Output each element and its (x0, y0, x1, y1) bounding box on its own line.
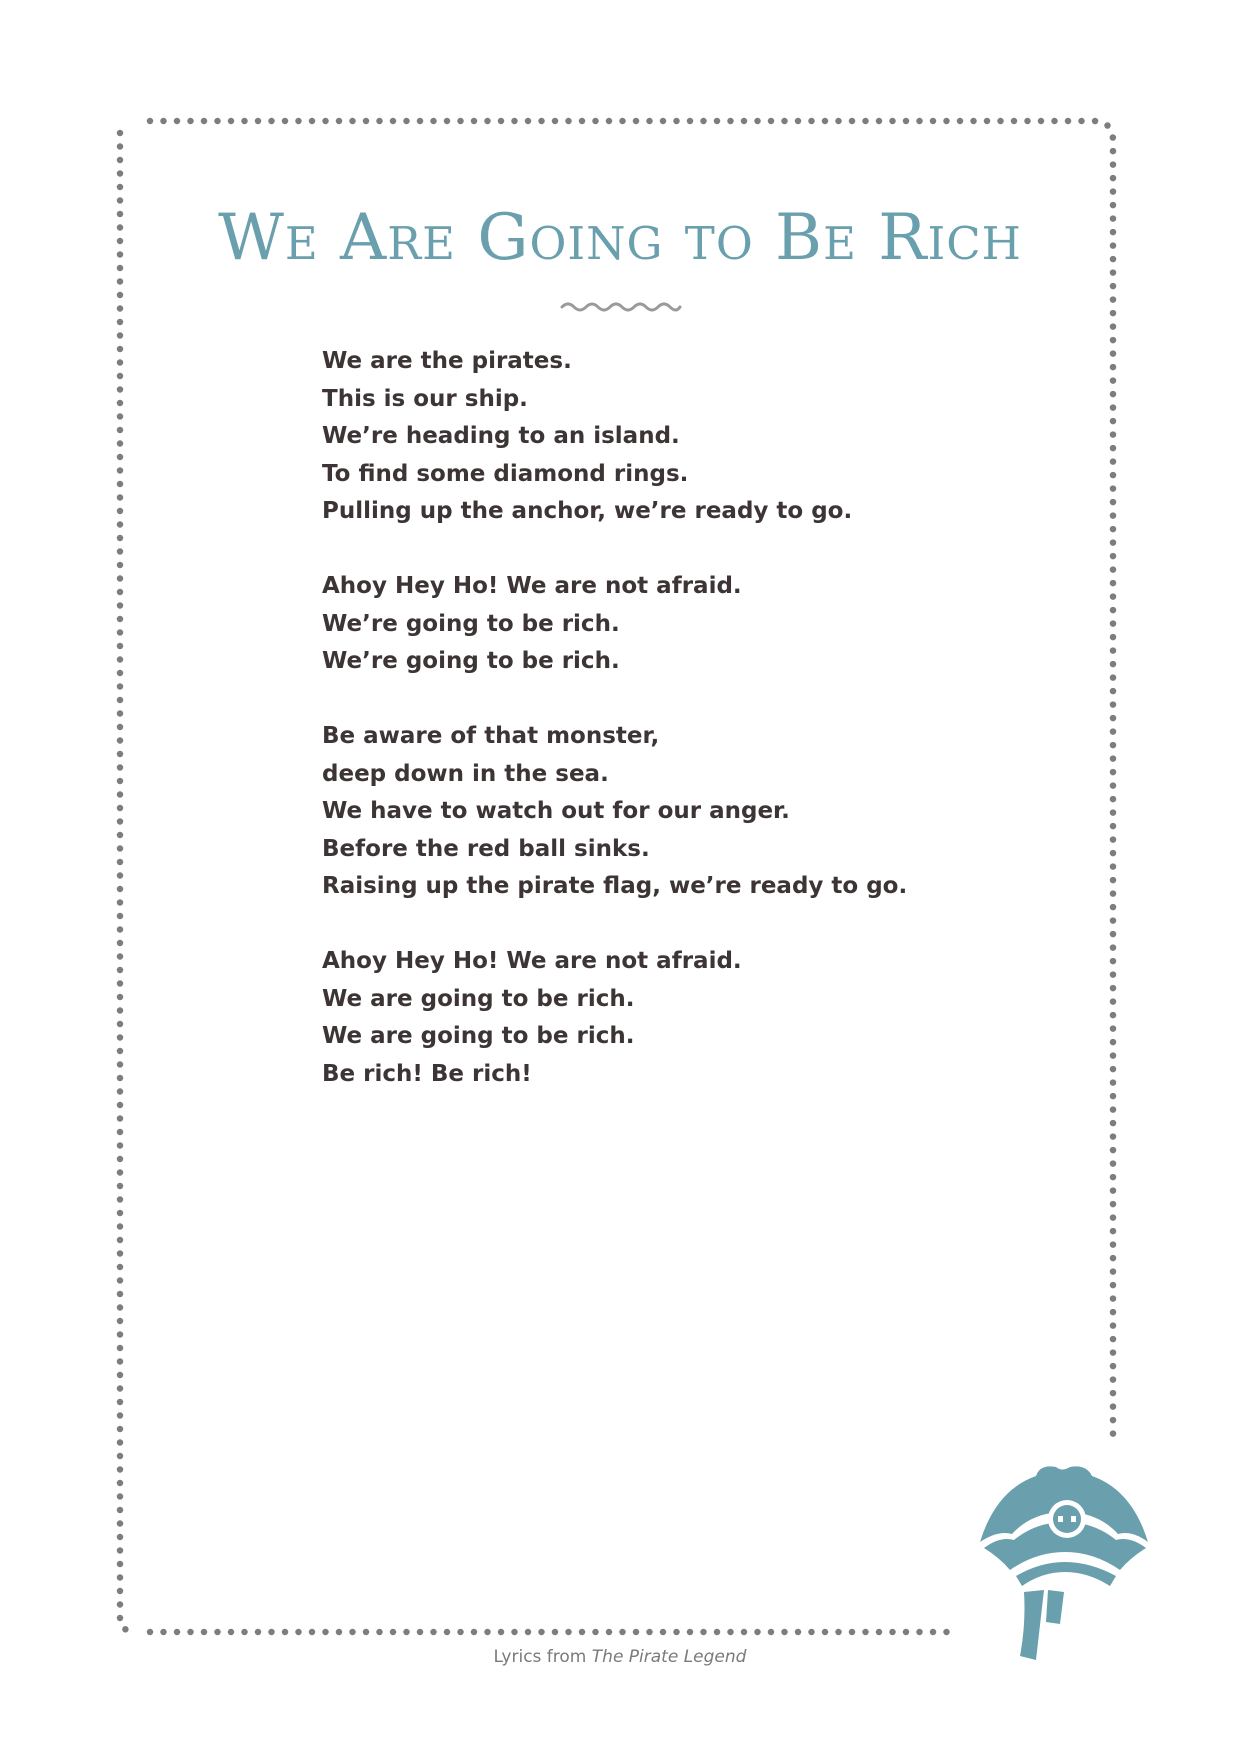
stanza (322, 568, 1022, 681)
lyric-line: We’re going to be rich. (322, 610, 620, 637)
lyric-line: We’re heading to an island. (322, 423, 680, 449)
lyrics (322, 343, 1022, 1131)
wave-divider-icon (560, 300, 682, 316)
lyric-line: We are going to be rich. (322, 985, 635, 1012)
lyric-line: We have to watch out for our anger. (322, 798, 790, 824)
lyric-line: We are going to be rich. (322, 1023, 635, 1049)
lyric-line: This is our ship. (322, 385, 528, 412)
lyric-line: To find some diamond rings. (322, 460, 689, 487)
footer-prefix: Lyrics from (493, 1647, 592, 1667)
lyric-line: Be rich! Be rich! (322, 1060, 532, 1087)
stanza (322, 943, 1022, 1093)
footer-credit (420, 1647, 820, 1667)
lyric-line: Before the red ball sinks. (322, 835, 650, 862)
lyric-line: Pulling up the anchor, we’re ready to go. (322, 498, 853, 524)
lyric-line: Ahoy Hey Ho! We are not afraid. (322, 948, 742, 974)
lyric-line: deep down in the sea. (322, 760, 609, 787)
stanza (322, 343, 1022, 531)
pirate-hat-icon (970, 1460, 1160, 1660)
footer-source: The Pirate Legend (591, 1647, 747, 1667)
lyric-line: We’re going to be rich. (322, 648, 620, 674)
lyric-line: Be aware of that monster, (322, 723, 660, 749)
stanza (322, 718, 1022, 906)
lyric-line: Ahoy Hey Ho! We are not afraid. (322, 573, 742, 599)
lyric-line: Raising up the pirate flag, we’re ready to go. (322, 873, 908, 899)
lyric-line: We are the pirates. (322, 348, 572, 374)
page-title: We Are Going to Be Rich (218, 201, 1022, 275)
